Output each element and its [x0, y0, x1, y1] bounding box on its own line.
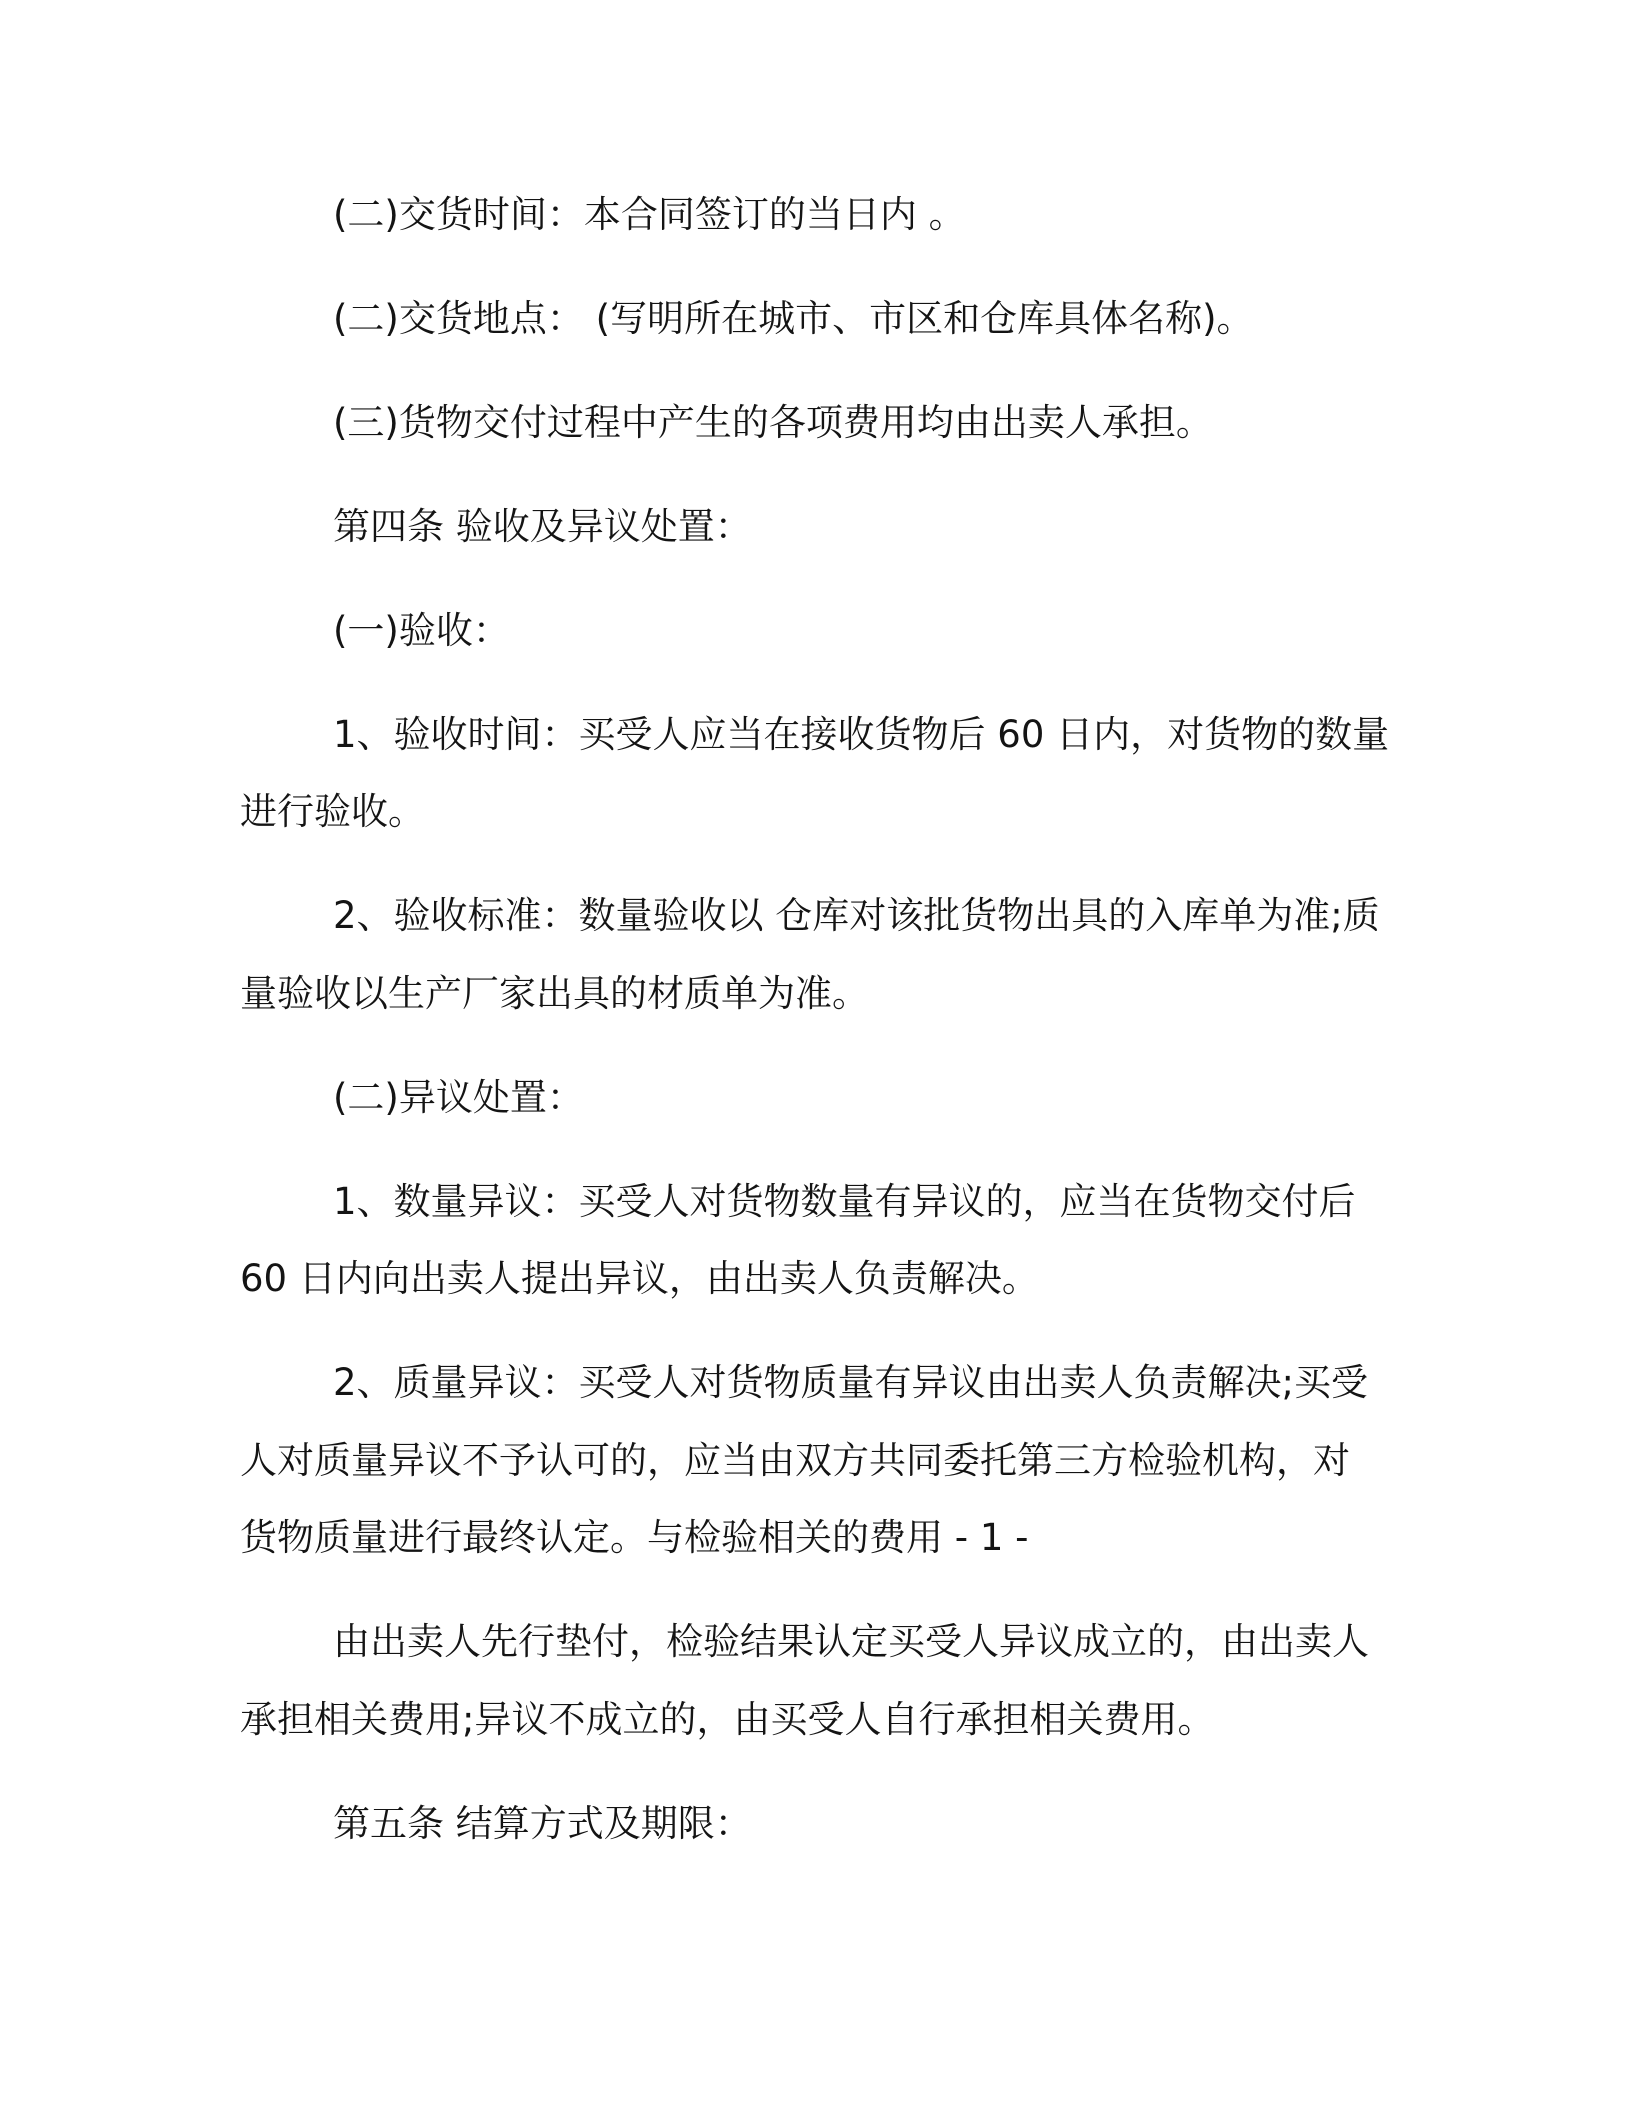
quality-objection-line-3: 货物质量进行最终认定。与检验相关的费用 - 1 -: [240, 1516, 1029, 1559]
acceptance-time-line-1: 1、验收时间：买受人应当在接收货物后 60 日内，对货物的数量: [333, 713, 1390, 756]
quantity-objection-line-2: 60 日内向出卖人提出异议，由出卖人负责解决。: [240, 1257, 1039, 1300]
quantity-objection-line-1: 1、数量异议：买受人对货物数量有异议的，应当在货物交付后: [333, 1180, 1356, 1223]
quality-objection-line-2: 人对质量异议不予认可的，应当由双方共同委托第三方检验机构，对: [240, 1439, 1350, 1482]
acceptance-time-line-2: 进行验收。: [240, 790, 425, 833]
delivery-costs-line: (三)货物交付过程中产生的各项费用均由出卖人承担。: [333, 401, 1213, 444]
acceptance-heading: (一)验收：: [333, 609, 510, 652]
objection-heading: (二)异议处置：: [333, 1076, 584, 1119]
delivery-place-line: (二)交货地点： (写明所在城市、市区和仓库具体名称)。: [333, 297, 1254, 340]
quality-objection-line-1: 2、质量异议：买受人对货物质量有异议由出卖人负责解决;买受: [333, 1361, 1369, 1404]
inspection-fee-line-2: 承担相关费用;异议不成立的，由买受人自行承担相关费用。: [240, 1698, 1215, 1741]
article-four-heading: 第四条 验收及异议处置：: [333, 505, 752, 548]
acceptance-standard-line-1: 2、验收标准：数量验收以 仓库对该批货物出具的入库单为准;质: [333, 894, 1380, 937]
article-five-heading: 第五条 结算方式及期限：: [333, 1802, 752, 1845]
acceptance-standard-line-2: 量验收以生产厂家出具的材质单为准。: [240, 972, 869, 1015]
inspection-fee-line-1: 由出卖人先行垫付，检验结果认定买受人异议成立的，由出卖人: [333, 1620, 1369, 1663]
delivery-time-line: (二)交货时间：本合同签订的当日内 。: [333, 193, 966, 236]
